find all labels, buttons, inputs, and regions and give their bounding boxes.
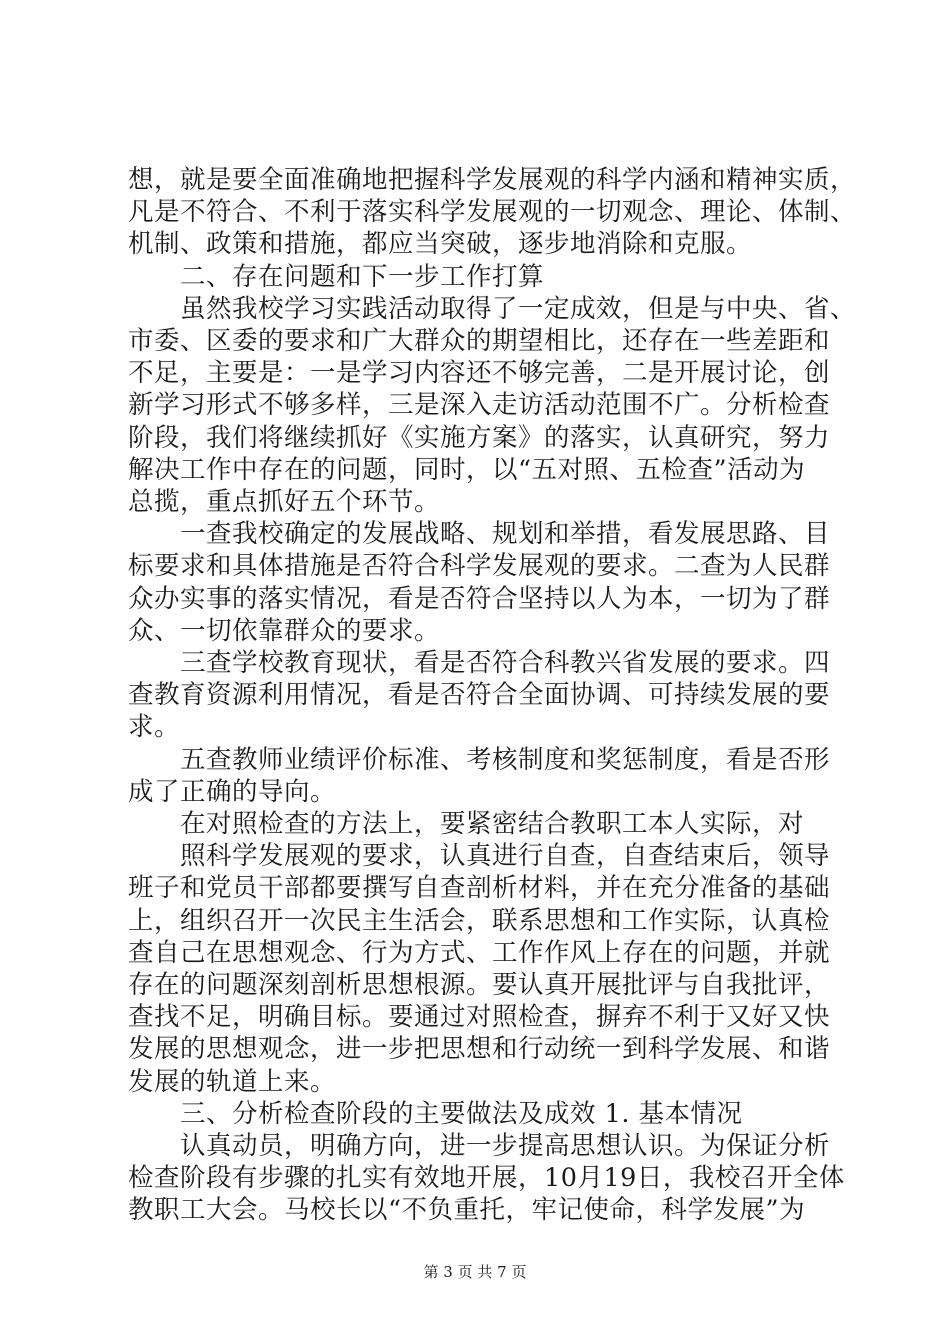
text-line: 发展的轨道上来。 bbox=[128, 1066, 337, 1097]
text-line: 检查阶段有步骤的扎实有效地开展，10月19日，我校召开全体 bbox=[128, 1163, 845, 1194]
text-line: 标要求和具体措施是否符合科学发展观的要求。二查为人民群 bbox=[128, 551, 831, 582]
text-line: 机制、政策和措施，都应当突破，逐步地消除和克服。 bbox=[128, 229, 753, 260]
text-line: 发展的思想观念，进一步把思想和行动统一到科学发展、和谐 bbox=[128, 1034, 831, 1065]
text-line: 不足，主要是：一是学习内容还不够完善，二是开展讨论，创 bbox=[128, 358, 831, 389]
section-heading: 二、存在问题和下一步工作打算 bbox=[180, 261, 545, 292]
text-line: 解决工作中存在的问题，同时，以“五对照、五检查”活动为 bbox=[128, 454, 806, 485]
text-line: 虽然我校学习实践活动取得了一定成效，但是与中央、省、 bbox=[180, 293, 857, 324]
text-line: 总揽，重点抓好五个环节。 bbox=[128, 487, 441, 517]
text-line: 查自己在思想观念、行为方式、工作作风上存在的问题，并就 bbox=[128, 937, 831, 968]
page-footer: 第 3 页 共 7 页 bbox=[423, 1263, 527, 1281]
text-line: 众、一切依靠群众的要求。 bbox=[128, 615, 441, 646]
text-line: 一查我校确定的发展战略、规划和举措，看发展思路、目 bbox=[180, 519, 831, 550]
text-line: 照科学发展观的要求，认真进行自查，自查结束后，领导 bbox=[180, 841, 831, 872]
text-line: 新学习形式不够多样，三是深入走访活动范围不广。分析检查 bbox=[128, 390, 831, 421]
text-line: 查找不足，明确目标。要通过对照检查，摒弃不利于又好又快 bbox=[128, 1002, 831, 1033]
section-heading: 三、分析检查阶段的主要做法及成效 1. 基本情况 bbox=[180, 1098, 743, 1129]
text-line: 阶段，我们将继续抓好《实施方案》的落实，认真研究，努力 bbox=[128, 422, 831, 453]
text-line: 教职工大会。马校长以“不负重托，牢记使命，科学发展”为 bbox=[128, 1195, 806, 1226]
text-line: 上，组织召开一次民主生活会，联系思想和工作实际，认真检 bbox=[128, 905, 831, 936]
text-line: 众办实事的落实情况，看是否符合坚持以人为本，一切为了群 bbox=[128, 583, 831, 614]
text-line: 认真动员，明确方向，进一步提高思想认识。为保证分析 bbox=[180, 1131, 831, 1161]
text-line: 想，就是要全面准确地把握科学发展观的科学内涵和精神实质， bbox=[128, 165, 857, 195]
text-line: 在对照检查的方法上，要紧密结合教职工本人实际，对 bbox=[180, 809, 805, 839]
text-line: 成了正确的导向。 bbox=[128, 776, 337, 807]
text-line: 班子和党员干部都要撰写自查剖析材料，并在充分准备的基础 bbox=[128, 873, 831, 904]
text-line: 五查教师业绩评价标准、考核制度和奖惩制度，看是否形 bbox=[180, 744, 831, 775]
text-line: 市委、区委的要求和广大群众的期望相比，还存在一些差距和 bbox=[128, 326, 831, 356]
text-line: 凡是不符合、不利于落实科学发展观的一切观念、理论、体制、 bbox=[128, 197, 857, 228]
text-line: 查教育资源利用情况，看是否符合全面协调、可持续发展的要 bbox=[128, 680, 831, 711]
text-line: 三查学校教育现状，看是否符合科教兴省发展的要求。四 bbox=[180, 648, 831, 678]
text-line: 存在的问题深刻剖析思想根源。要认真开展批评与自我批评， bbox=[128, 970, 831, 1000]
text-line: 求。 bbox=[128, 712, 181, 743]
